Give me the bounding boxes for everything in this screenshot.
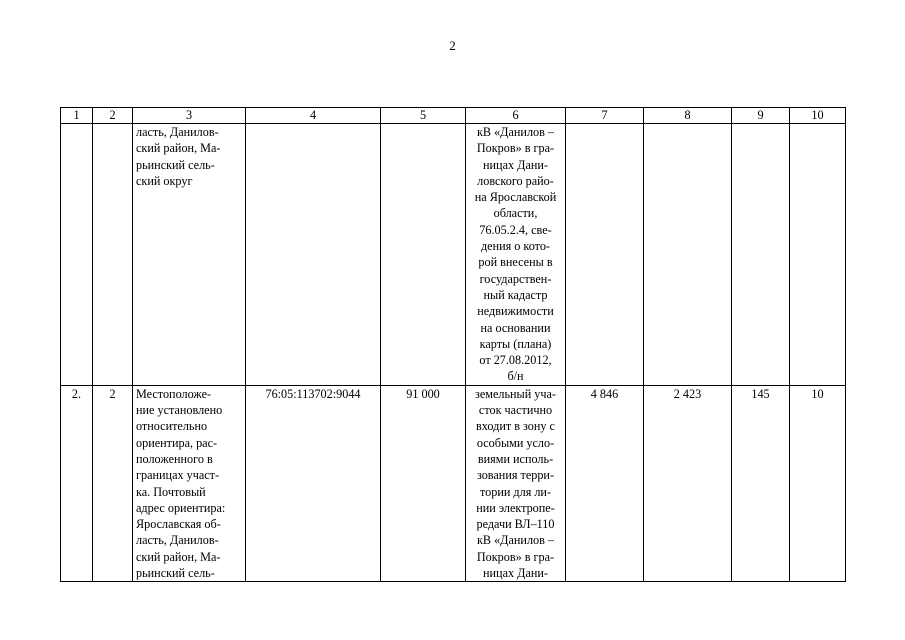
column-header: 9	[732, 108, 790, 124]
row-number-cell: 2.	[61, 385, 93, 582]
column-header: 10	[790, 108, 846, 124]
column-header: 5	[381, 108, 466, 124]
cadastral-number-cell: 76:05:113702:9044	[246, 385, 381, 582]
cadastral-number-cell	[246, 124, 381, 386]
page-number: 2	[449, 38, 456, 53]
value-cell	[790, 124, 846, 386]
area-cell: 91 000	[381, 385, 466, 582]
value-cell	[644, 124, 732, 386]
column-header: 6	[466, 108, 566, 124]
table-row	[61, 385, 846, 582]
land-plot-table	[60, 107, 846, 582]
value-cell: 145	[732, 385, 790, 582]
column-header: 4	[246, 108, 381, 124]
column-header: 7	[566, 108, 644, 124]
column-header: 8	[644, 108, 732, 124]
area-cell	[381, 124, 466, 386]
encumbrance-cell: кВ «Данилов – Покров» в гра- ницах Дани- ловского райо- на Ярославской области, 76.05.2.4, све- дения о кото- рой внесены в государствен- ный кадастр недвижимости на основании карты (плана) от 27.08.2012, б/н	[466, 124, 566, 386]
row-number-cell	[61, 124, 93, 386]
table-row	[61, 124, 846, 386]
column-header: 1	[61, 108, 93, 124]
encumbrance-cell: земельный уча- сток частично входит в зону с особыми усло- виями исполь- зования терри- тории для ли- нии электропе- редачи ВЛ–110 кВ «Данилов – Покров» в гра- ницах Дани-	[466, 385, 566, 582]
count-cell: 2	[93, 385, 133, 582]
value-cell: 4 846	[566, 385, 644, 582]
count-cell	[93, 124, 133, 386]
column-header: 2	[93, 108, 133, 124]
location-cell: ласть, Данилов- ский район, Ма- рьинский сель- ский округ	[133, 124, 246, 386]
table-header-row	[61, 108, 846, 124]
column-header: 3	[133, 108, 246, 124]
location-cell: Местоположе- ние установлено относительно ориентира, рас- положенного в границах участ- ка. Почтовый адрес ориентира: Ярославская об- ласть, Данилов- ский район, Ма- рьинский сель-	[133, 385, 246, 582]
value-cell	[566, 124, 644, 386]
value-cell: 10	[790, 385, 846, 582]
value-cell: 2 423	[644, 385, 732, 582]
value-cell	[732, 124, 790, 386]
